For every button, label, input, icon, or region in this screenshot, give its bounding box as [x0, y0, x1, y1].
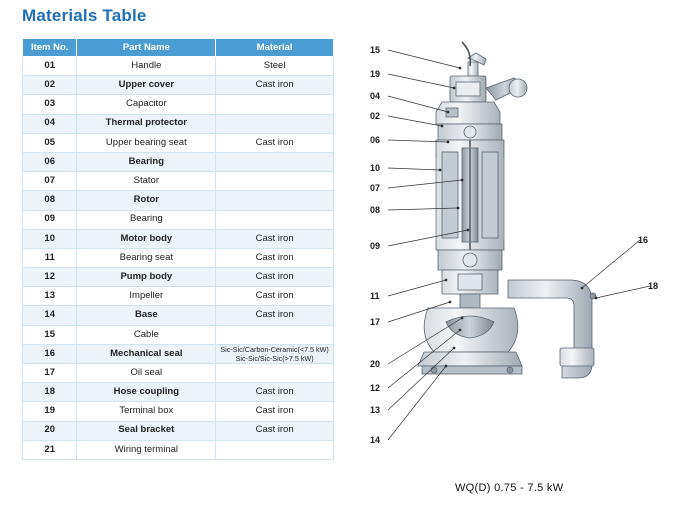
table-row [23, 325, 334, 344]
callout-label-04: 04 [370, 91, 381, 101]
cell-material [216, 440, 334, 459]
table-row [23, 306, 334, 325]
table-row [23, 440, 334, 459]
cell-item-no: 20 [23, 421, 77, 440]
callout-label-02: 02 [370, 111, 381, 121]
cell-material [216, 172, 334, 191]
callout-label-20: 20 [370, 359, 381, 369]
table-row [23, 344, 334, 363]
callout-label-11: 11 [370, 291, 380, 301]
callout-label-18: 18 [648, 281, 659, 291]
table-row [23, 152, 334, 171]
cell-part-name: Motor body [77, 229, 216, 248]
cell-item-no: 15 [23, 325, 77, 344]
cell-material [216, 364, 334, 383]
cell-part-name: Base [77, 306, 216, 325]
cell-material: Cast iron [216, 229, 334, 248]
cell-item-no: 06 [23, 152, 77, 171]
cell-item-no: 07 [23, 172, 77, 191]
cell-material: Cast iron [216, 306, 334, 325]
table-row [23, 364, 334, 383]
cell-part-name: Impeller [77, 287, 216, 306]
cell-material: Cast iron [216, 402, 334, 421]
cell-item-no: 11 [23, 248, 77, 267]
cell-part-name: Bearing [77, 152, 216, 171]
cell-part-name: Terminal box [77, 402, 216, 421]
cell-item-no: 01 [23, 57, 77, 76]
cell-material: Steel [216, 57, 334, 76]
cell-material [216, 95, 334, 114]
callout-label-07: 07 [370, 183, 381, 193]
column-header-part-name: Part Name [77, 39, 216, 57]
cell-item-no: 18 [23, 383, 77, 402]
table-row [23, 421, 334, 440]
cell-material [216, 114, 334, 133]
pump-cutaway-diagram [350, 30, 690, 500]
cell-material [216, 210, 334, 229]
cell-part-name: Upper bearing seat [77, 133, 216, 152]
cell-material [216, 325, 334, 344]
table-row [23, 383, 334, 402]
cell-part-name: Thermal protector [77, 114, 216, 133]
callout-label-12: 12 [370, 383, 381, 393]
cell-part-name: Bearing seat [77, 248, 216, 267]
cell-item-no: 08 [23, 191, 77, 210]
column-header-item-no: Item No. [23, 39, 77, 57]
callout-label-16: 16 [638, 235, 649, 245]
table-header-row [23, 39, 334, 57]
table-row [23, 210, 334, 229]
table-row [23, 287, 334, 306]
cell-material: Sic-Sic/Carbon-Ceramic(<7.5 kW) Sic-Sic/Sic-Sic(>7.5 kW) [216, 344, 334, 363]
cell-item-no: 14 [23, 306, 77, 325]
cell-item-no: 13 [23, 287, 77, 306]
cell-material [216, 152, 334, 171]
cell-part-name: Rotor [77, 191, 216, 210]
cell-part-name: Pump body [77, 268, 216, 287]
cell-item-no: 17 [23, 364, 77, 383]
callout-label-10: 10 [370, 163, 381, 173]
table-row [23, 268, 334, 287]
cell-part-name: Bearing [77, 210, 216, 229]
cell-material: Cast iron [216, 248, 334, 267]
cell-part-name: Cable [77, 325, 216, 344]
page-title: Materials Table [22, 6, 147, 25]
cell-item-no: 03 [23, 95, 77, 114]
pump-assembly-graphic [418, 42, 596, 378]
callout-leaders [388, 50, 650, 440]
cell-item-no: 19 [23, 402, 77, 421]
callout-label-15: 15 [370, 45, 381, 55]
cell-item-no: 16 [23, 344, 77, 363]
diagram-caption: WQ(D) 0.75 - 7.5 kW [455, 482, 564, 494]
cell-part-name: Mechanical seal [77, 344, 216, 363]
table-row [23, 114, 334, 133]
table-row [23, 76, 334, 95]
cell-item-no: 10 [23, 229, 77, 248]
cell-part-name: Stator [77, 172, 216, 191]
cell-item-no: 12 [23, 268, 77, 287]
callout-label-19: 19 [370, 69, 381, 79]
callout-label-14: 14 [370, 435, 381, 445]
callout-label-13: 13 [370, 405, 381, 415]
cell-item-no: 21 [23, 440, 77, 459]
table-row [23, 402, 334, 421]
callout-label-06: 06 [370, 135, 381, 145]
cell-material: Cast iron [216, 133, 334, 152]
cell-part-name: Oil seal [77, 364, 216, 383]
table-row [23, 248, 334, 267]
cell-part-name: Hose coupling [77, 383, 216, 402]
table-row [23, 191, 334, 210]
cell-item-no: 09 [23, 210, 77, 229]
table-row [23, 57, 334, 76]
cell-material: Cast iron [216, 268, 334, 287]
cell-part-name: Upper cover [77, 76, 216, 95]
table-row [23, 95, 334, 114]
cell-material: Cast iron [216, 383, 334, 402]
cell-item-no: 04 [23, 114, 77, 133]
materials-table [22, 38, 334, 460]
table-body [23, 57, 334, 460]
cell-material: Cast iron [216, 76, 334, 95]
cell-item-no: 05 [23, 133, 77, 152]
column-header-material: Material [216, 39, 334, 57]
cell-part-name: Wiring terminal [77, 440, 216, 459]
table-row [23, 133, 334, 152]
callout-label-17: 17 [370, 317, 381, 327]
callout-label-09: 09 [370, 241, 381, 251]
callout-label-08: 08 [370, 205, 381, 215]
table-row [23, 172, 334, 191]
cell-material: Cast iron [216, 287, 334, 306]
table-row [23, 229, 334, 248]
cell-material [216, 191, 334, 210]
cell-part-name: Capacitor [77, 95, 216, 114]
cell-part-name: Handle [77, 57, 216, 76]
cell-item-no: 02 [23, 76, 77, 95]
cell-part-name: Seal bracket [77, 421, 216, 440]
cell-material: Cast iron [216, 421, 334, 440]
